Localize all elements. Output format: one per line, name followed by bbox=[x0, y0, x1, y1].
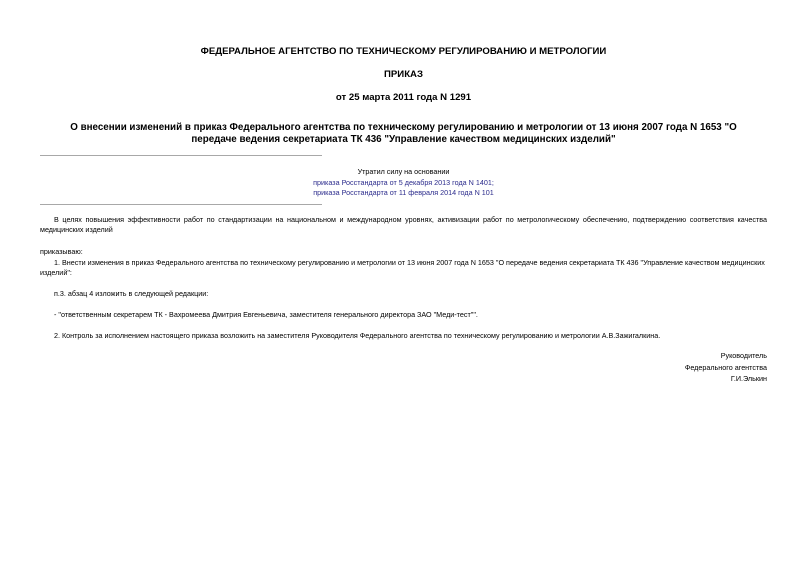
status-label: Утратил силу на основании bbox=[357, 167, 450, 176]
status-note bbox=[300, 167, 507, 199]
item-1-new-text: - "ответственным секретарем ТК - Вахромеева Дмитрия Евгеньевича, заместителя генерального директора ЗАО "Меди-тест"". bbox=[54, 310, 478, 319]
signature-title: Руководитель bbox=[720, 351, 767, 360]
signature-block bbox=[685, 350, 767, 385]
divider-bottom bbox=[40, 204, 322, 205]
agency-name: ФЕДЕРАЛЬНОЕ АГЕНТСТВО ПО ТЕХНИЧЕСКОМУ РЕГУЛИРОВАНИЮ И МЕТРОЛОГИИ bbox=[200, 46, 607, 57]
item-2-paragraph: 2. Контроль за исполнением настоящего приказа возложить на заместителя Руководителя Федерального агентства по техническому регулированию и метрологии А.В.Зажигалкина. bbox=[54, 331, 661, 340]
item-1-subpoint: п.3. абзац 4 изложить в следующей редакции: bbox=[54, 289, 209, 298]
signature-organization: Федерального агентства bbox=[684, 362, 767, 372]
divider-top bbox=[40, 155, 322, 156]
document-type: ПРИКАЗ bbox=[384, 69, 423, 80]
signature-name: Г.И.Элькин bbox=[730, 374, 767, 383]
repeal-link-2[interactable]: приказа Росстандарта от 11 февраля 2014 года N 101 bbox=[313, 188, 494, 197]
preamble-paragraph: В целях повышения эффективности работ по стандартизации на национальном и международном уровнях, активизации работ по метрологическому обеспечению, подтверждению соответствия качества медицинских изделий bbox=[40, 215, 767, 235]
item-1-paragraph: 1. Внести изменения в приказ Федерального агентства по техническому регулированию и метрологии от 13 июня 2007 года N 1653 "О передаче ведения секретариата ТК 436 "Управление качеством медицинских изделий": bbox=[40, 258, 765, 278]
order-word: приказываю: bbox=[40, 247, 83, 256]
repeal-link-1[interactable]: приказа Росстандарта от 5 декабря 2013 года N 1401; bbox=[313, 177, 494, 187]
document-date-number: от 25 марта 2011 года N 1291 bbox=[335, 92, 472, 103]
document-subject: О внесении изменений в приказ Федерального агентства по техническому регулированию и метрологии от 13 июня 2007 года N 1653 "О передаче ведения секретариата ТК 436 "Управление качеством медицинских изделий" bbox=[70, 122, 737, 145]
